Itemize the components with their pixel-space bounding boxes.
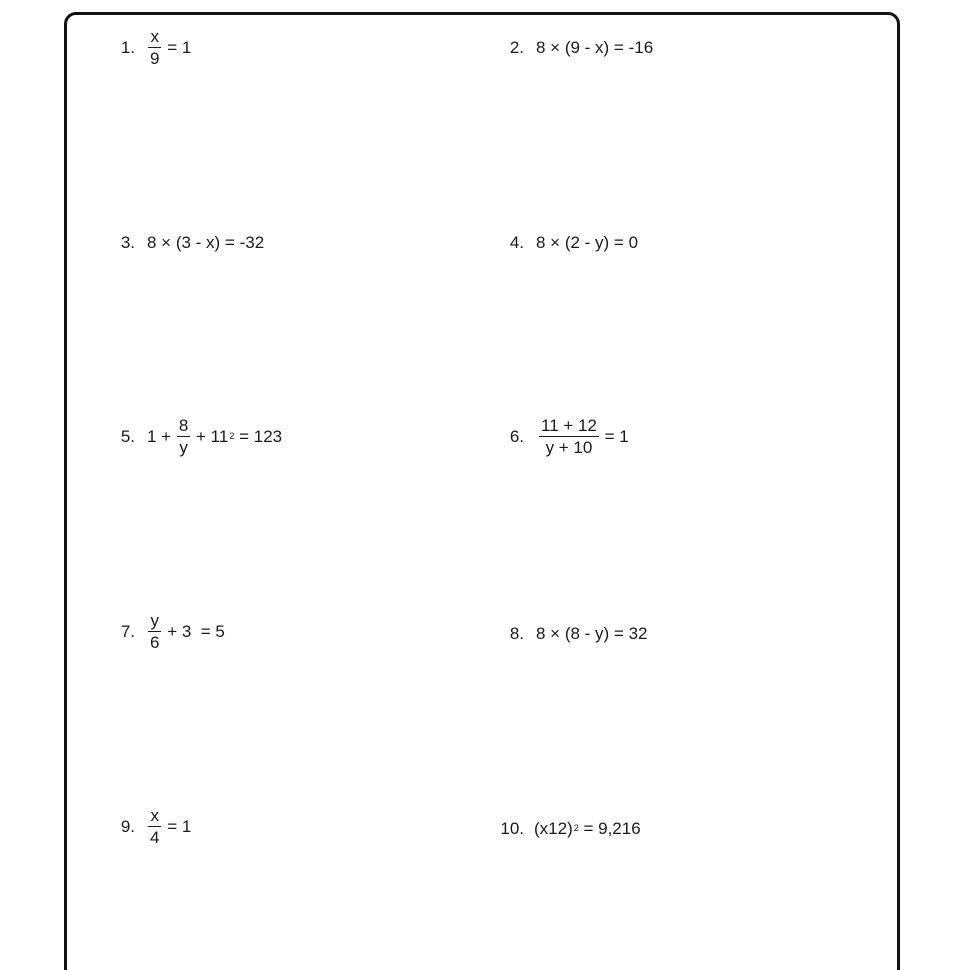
numerator: y [150,611,159,630]
equation-rhs: = 1 [162,817,192,836]
problem-6 [508,417,629,456]
problem-number: 10. [500,819,524,838]
numerator: x [150,27,159,46]
numerator: x [150,806,159,825]
equation-rhs: + 3 = 5 [162,622,225,641]
equation-lhs: 1 + [147,427,176,446]
fraction [539,417,599,456]
fraction [148,807,161,846]
equation-rhs: = 123 [234,427,283,446]
problem-number: 9. [120,817,135,836]
problem-9 [119,807,191,846]
equation-lhs: (x12) [534,819,573,838]
equation: 8 × (2 - y) = 0 [536,233,639,252]
equation: 8 × (9 - x) = -16 [536,38,654,57]
problem-number: 3. [120,233,135,252]
exponent: 2 [229,431,235,441]
problem-number: 5. [120,427,135,446]
problem-4 [508,234,638,251]
denominator: 9 [150,49,160,68]
equation: 8 × (3 - x) = -32 [147,233,265,252]
problem-number: 1. [120,38,135,57]
fraction [177,417,190,456]
equation-rhs: = 1 [599,427,629,446]
problem-5 [119,417,282,456]
problem-number: 6. [509,427,524,446]
problem-number: 8. [509,624,524,643]
problem-number: 2. [509,38,524,57]
problem-number: 4. [509,233,524,252]
denominator: y + 10 [545,438,593,457]
equation-rhs: = 1 [162,38,192,57]
denominator: 6 [150,633,160,652]
problem-2 [508,39,653,56]
denominator: 4 [150,828,160,847]
equation: 8 × (8 - y) = 32 [536,624,648,643]
equation-rhs: = 9,216 [578,819,641,838]
equation-term: + 11 [191,427,229,446]
denominator: y [179,438,188,457]
fraction [148,28,161,67]
problem-3 [119,234,264,251]
numerator: 8 [178,416,189,435]
problem-number: 7. [120,622,135,641]
problem-10 [498,820,641,837]
problem-1 [119,28,191,67]
exponent: 2 [573,823,579,833]
numerator: 11 + 12 [541,416,597,435]
fraction [148,612,161,651]
problem-8 [508,625,648,642]
problem-7 [119,612,225,651]
